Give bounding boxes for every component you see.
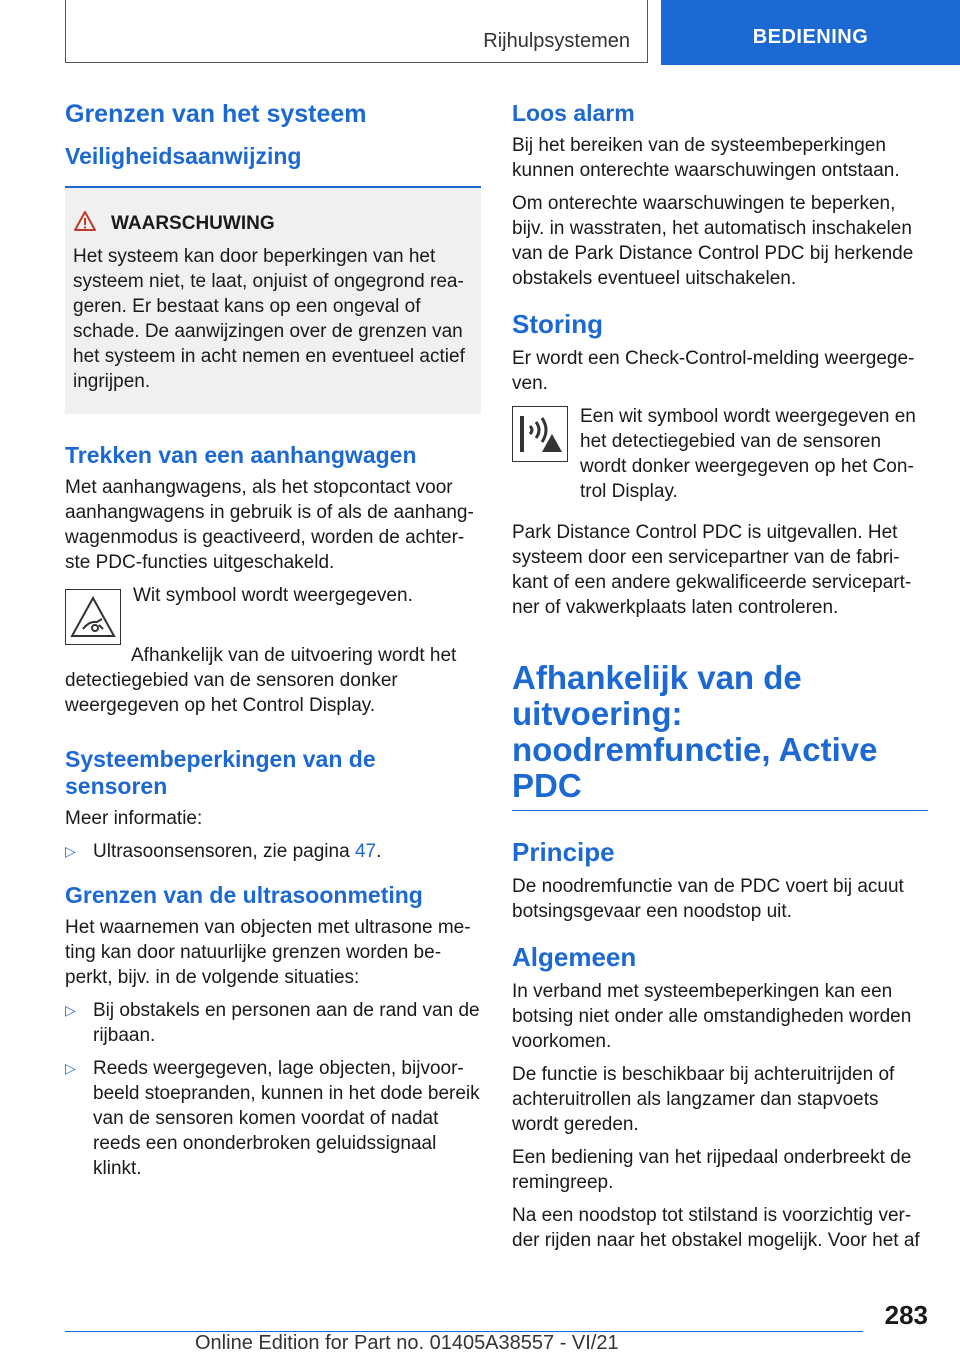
warning-title-text: WAARSCHUWING — [111, 213, 275, 234]
heading-principle: Principe — [512, 837, 615, 867]
heading-fault: Storing — [512, 309, 603, 339]
heading-trailer: Trekken van een aanhangwagen — [65, 442, 417, 468]
false-alarm-text-2: Om onterechte waarschuwingen te beperken, bijv. in wasstraten, het automatisch inschakelen van de Park Distance Control PDC bij herkende obstakels eventueel uitschakelen. — [512, 193, 914, 289]
general-text-3: Een bediening van het rijpedaal onderbreekt de remingreep. — [512, 1147, 912, 1193]
heading-ultrasound: Grenzen van de ultrasoonmeting — [65, 882, 423, 908]
fault-symbol-row — [512, 404, 928, 510]
heading-system-limits: Grenzen van het systeem — [65, 100, 367, 128]
fault-symbol-description: Een wit symbool wordt weergegeven en het detectiegebied van de sensoren wordt donker weergegeven op het Control Display. — [580, 406, 916, 502]
footer-edition: Online Edition for Part no. 01405A38557 - VI/21 — [195, 1332, 619, 1354]
trailer-symbol-line-1: Wit symbool wordt weergegeven. — [133, 585, 413, 606]
general-text-1: In verband met systeembeperkingen kan een botsing niet onder alle omstandigheden worden voorkomen. — [512, 981, 912, 1052]
trailer-symbol-text — [133, 583, 413, 645]
heading-safety: Veiligheidsaanwijzing — [65, 143, 302, 169]
trailer-text: Met aanhangwagens, als het stopcontact voor aanhangwagens in gebruik is of als de aanhangwagenmodus is geactiveerd, worden de achterste PDC-functies uitgeschakeld. — [65, 477, 474, 573]
right-column — [512, 100, 928, 1261]
left-column — [65, 100, 481, 1189]
header-chapter-tab: BEDIENING — [661, 0, 960, 65]
heading-false-alarm: Loos alarm — [512, 100, 635, 126]
ultrasound-bullet-list — [65, 998, 481, 1181]
warning-triangle-icon — [73, 210, 97, 238]
trailer-symbol-row — [65, 583, 481, 645]
warning-text: Het systeem kan door beperkingen van het systeem niet, te laat, onjuist of ongegrond reageren. Er bestaat kans op een ongeval of schade. De aanwijzingen over de grenzen van het systeem in acht nemen en eventueel actief ingrijpen. — [73, 246, 465, 392]
more-info-label: Meer informatie: — [65, 808, 203, 829]
principle-text: De noodremfunctie van de PDC voert bij acuut botsingsgevaar een noodstop uit. — [512, 876, 904, 922]
sensor-bullet-list — [65, 839, 481, 864]
bullet-triangle-icon: ▷ — [65, 1002, 76, 1018]
list-item: ▷ Bij obstakels en personen aan de rand van de rijbaan. — [65, 1000, 480, 1046]
trailer-symbol-line-2: Afhankelijk van de uitvoering wordt het detectiegebied van de sensoren donker weergegeven op het Control Display. — [65, 645, 457, 716]
fault-text-1: Er wordt een Check-Control-melding weergegeven. — [512, 348, 915, 394]
list-item: ▷ Ultrasoonsensoren, zie pagina 47. — [65, 841, 382, 862]
pdc-fault-icon — [512, 406, 568, 462]
list-item: ▷ Reeds weergegeven, lage objecten, bijvoorbeeld stoepranden, kunnen in het dode bereik van de sensoren komen voordat of nadat reeds een ononderbroken geluidssignaal klinkt. — [65, 1058, 480, 1179]
page-link[interactable]: 47 — [354, 841, 377, 862]
trailer-icon — [65, 589, 121, 645]
warning-box — [65, 188, 481, 414]
ultrasound-text: Het waarnemen van objecten met ultrasone meting kan door natuurlijke grenzen worden beperkt, bijv. in de volgende situaties: — [65, 917, 471, 988]
fault-text-2: Park Distance Control PDC is uitgevallen. Het systeem door een servicepartner van de fabrikant of een andere gekwalificeerde servicepartner of vakwerkplaats laten controleren. — [512, 522, 912, 618]
warning-title — [73, 210, 473, 238]
bullet-triangle-icon: ▷ — [65, 1060, 76, 1076]
heading-general: Algemeen — [512, 942, 637, 972]
bullet-triangle-icon: ▷ — [65, 843, 76, 859]
general-text-2: De functie is beschikbaar bij achteruitrijden of achteruitrollen als langzamer dan stapvoets wordt gereden. — [512, 1064, 895, 1135]
general-text-4: Na een noodstop tot stilstand is voorzichtig verder rijden naar het obstakel mogelijk. Voor het af — [512, 1205, 920, 1251]
false-alarm-text-1: Bij het bereiken van de systeembeperkingen kunnen onterechte waarschuwingen ontstaan. — [512, 135, 900, 181]
heading-active-pdc: Afhankelijk van de uitvoering: noodremfunctie, Active PDC — [512, 659, 878, 804]
section-rule — [512, 810, 928, 811]
header-section-title: Rijhulpsystemen — [483, 30, 630, 52]
fault-symbol-text — [580, 404, 928, 510]
page-number: 283 — [884, 1300, 928, 1330]
heading-sensor-limits: Systeembeperkingen van de sensoren — [65, 746, 376, 799]
